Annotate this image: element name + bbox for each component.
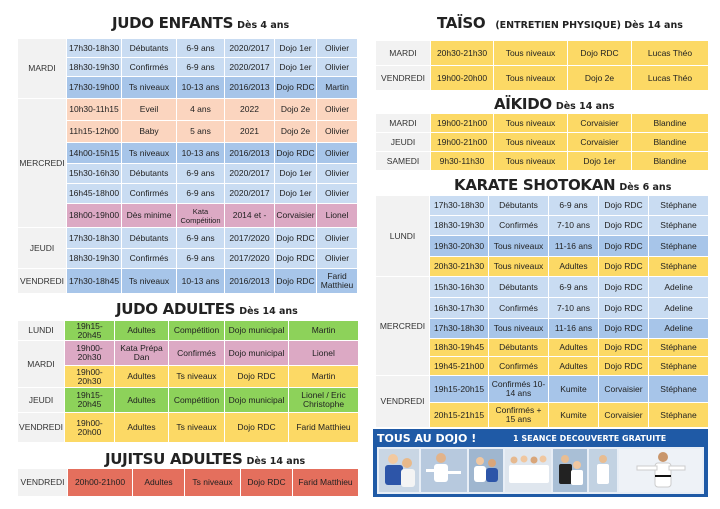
cell-level: Confirmés + 15 ans — [489, 403, 549, 428]
cell-level: Tous niveaux — [489, 257, 549, 277]
cell-years: 2017/2020 — [225, 249, 275, 269]
table-row — [18, 58, 358, 77]
cell-time: 10h30-11h15 — [67, 99, 122, 121]
table-row — [376, 41, 709, 66]
cell-teacher: Stéphane — [649, 403, 709, 428]
cell-place: Dojo RDC — [599, 319, 649, 339]
aikido-table — [375, 113, 709, 171]
cell-place: Dojo RDC — [599, 298, 649, 319]
day-label: VENDREDI — [376, 376, 430, 428]
karate-age: Dès 6 ans — [619, 182, 672, 193]
cell-level: Ts niveaux — [185, 469, 241, 497]
jujitsu-heading: JUJITSU ADULTES — [105, 450, 243, 468]
cell-public: Adultes — [115, 413, 169, 443]
cell-age: 4 ans — [177, 99, 225, 121]
cell-age: 11-16 ans — [549, 236, 599, 257]
cell-age: 6-9 ans — [177, 58, 225, 77]
cell-teacher: Lionel — [317, 204, 358, 228]
table-row — [18, 249, 358, 269]
cell-level: Ts niveaux — [122, 143, 177, 164]
cell-level: Confirmés 10-14 ans — [489, 376, 549, 403]
aikido-age: Dès 14 ans — [555, 101, 615, 112]
karate-heading: KARATE SHOTOKAN — [454, 176, 616, 194]
cell-level: Confirmés — [122, 184, 177, 204]
cell-teacher: Martin — [317, 77, 358, 99]
karateka-photo — [619, 449, 702, 492]
judo-enfants-table — [17, 38, 358, 294]
day-label: MERCREDI — [18, 99, 67, 228]
cell-level: Débutants — [122, 39, 177, 58]
cell-time: 19h00-20h00 — [431, 66, 494, 91]
table-row — [18, 341, 359, 366]
cell-place: Dojo municipal — [225, 388, 289, 413]
cell-place: Dojo 1er — [275, 39, 317, 58]
cell-place: Dojo 1er — [275, 184, 317, 204]
day-label: MARDI — [376, 41, 431, 66]
cell-time: 18h30-19h30 — [67, 249, 122, 269]
cell-level: Ts niveaux — [122, 269, 177, 294]
cell-level: Tous niveaux — [489, 236, 549, 257]
day-label: LUNDI — [376, 196, 430, 277]
table-row — [376, 152, 709, 171]
cell-place: Dojo 1er — [275, 164, 317, 184]
cell-teacher: Lucas Théo — [632, 41, 709, 66]
cell-years: 2020/2017 — [225, 58, 275, 77]
cell-time: 15h30-16h30 — [67, 164, 122, 184]
aikido-photo — [553, 449, 587, 492]
cell-place: Dojo RDC — [241, 469, 293, 497]
cell-age: 10-13 ans — [177, 77, 225, 99]
photo-strip — [377, 447, 704, 494]
cell-time: 17h30-19h00 — [67, 77, 122, 99]
cell-age: 6-9 ans — [177, 249, 225, 269]
cell-teacher: Martin — [289, 321, 359, 341]
day-label: VENDREDI — [18, 413, 65, 443]
table-row — [18, 184, 358, 204]
day-label: JEUDI — [18, 388, 65, 413]
cell-place: Dojo RDC — [275, 269, 317, 294]
cell-teacher: Farid Matthieu — [289, 413, 359, 443]
cell-years: 2020/2017 — [225, 184, 275, 204]
cell-time: 19h00-21h00 — [431, 114, 494, 133]
cell-level: Compétition — [169, 388, 225, 413]
cell-years: 2021 — [225, 121, 275, 143]
cell-age: 7-10 ans — [549, 216, 599, 236]
judo-adultes-heading: JUDO ADULTES — [116, 300, 236, 318]
day-label: VENDREDI — [376, 66, 431, 91]
judo-adultes-title — [116, 300, 298, 319]
table-row — [376, 277, 709, 298]
cell-place: Corvaisier — [275, 204, 317, 228]
cell-time: 20h30-21h30 — [430, 257, 489, 277]
cell-level: Confirmés — [122, 58, 177, 77]
cell-place: Dojo RDC — [568, 41, 632, 66]
cell-time: 19h00-20h30 — [65, 341, 115, 366]
table-row — [18, 77, 358, 99]
cell-level: Débutants — [489, 339, 549, 357]
table-row — [18, 228, 358, 249]
cell-time: 18h30-19h30 — [430, 216, 489, 236]
cell-level: Ts niveaux — [122, 77, 177, 99]
children-photo — [469, 449, 503, 492]
banner-offer: 1 SEANCE DECOUVERTE GRATUITE — [513, 434, 667, 443]
jujitsu-table — [17, 468, 359, 497]
cell-time: 17h30-18h30 — [430, 319, 489, 339]
cell-teacher: Lionel / Eric Christophe — [289, 388, 359, 413]
cell-teacher: Olivier — [317, 184, 358, 204]
karate-title — [454, 176, 671, 195]
promo-banner — [373, 429, 708, 497]
cell-place: Dojo RDC — [599, 339, 649, 357]
cell-teacher: Stéphane — [649, 257, 709, 277]
kata-photo — [589, 449, 617, 492]
karate-photo — [421, 449, 467, 492]
table-row — [18, 204, 358, 228]
table-row — [18, 388, 359, 413]
day-label: SAMEDI — [376, 152, 431, 171]
day-label: VENDREDI — [18, 469, 68, 497]
cell-level: Dès minime — [122, 204, 177, 228]
jujitsu-title — [105, 450, 305, 469]
cell-style: Kumite — [549, 403, 599, 428]
jujitsu-age: Dès 14 ans — [246, 456, 306, 467]
cell-place: Dojo 1er — [275, 58, 317, 77]
cell-time: 19h00-20h00 — [65, 413, 115, 443]
cell-place: Dojo RDC — [599, 277, 649, 298]
day-label: VENDREDI — [18, 269, 67, 294]
table-row — [18, 366, 359, 388]
cell-place: Dojo municipal — [225, 341, 289, 366]
cell-age: Kata Compétition — [177, 204, 225, 228]
cell-time: 17h30-18h30 — [430, 196, 489, 216]
day-label: MARDI — [376, 114, 431, 133]
cell-age: 6-9 ans — [177, 228, 225, 249]
cell-place: Dojo RDC — [275, 228, 317, 249]
cell-public: Adultes — [133, 469, 185, 497]
cell-teacher: Adeline — [649, 319, 709, 339]
table-row — [18, 99, 358, 121]
cell-level: Tous niveaux — [494, 114, 568, 133]
cell-years: 2014 et - — [225, 204, 275, 228]
cell-teacher: Farid Matthieu — [293, 469, 359, 497]
table-row — [18, 39, 358, 58]
cell-time: 17h30-18h30 — [67, 228, 122, 249]
table-row — [18, 321, 359, 341]
day-label: JEUDI — [376, 133, 431, 152]
cell-teacher: Martin — [289, 366, 359, 388]
cell-time: 18h00-19h00 — [67, 204, 122, 228]
cell-level: Ts niveaux — [169, 366, 225, 388]
cell-level: Confirmés — [489, 216, 549, 236]
cell-teacher: Olivier — [317, 143, 358, 164]
cell-public: Adultes — [115, 388, 169, 413]
judo-adultes-table — [17, 320, 359, 443]
cell-years: 2020/2017 — [225, 164, 275, 184]
cell-level: Confirmés — [489, 357, 549, 376]
table-row — [18, 164, 358, 184]
cell-teacher: Lionel — [289, 341, 359, 366]
cell-age: Adultes — [549, 257, 599, 277]
table-row — [376, 376, 709, 403]
taiso-heading: TAÏSO — [437, 14, 486, 32]
cell-place: Dojo RDC — [599, 257, 649, 277]
cell-time: 19h45-21h00 — [430, 357, 489, 376]
day-label: JEUDI — [18, 228, 67, 269]
cell-years: 2016/2013 — [225, 77, 275, 99]
cell-place: Dojo municipal — [225, 321, 289, 341]
day-label: LUNDI — [18, 321, 65, 341]
cell-time: 17h30-18h30 — [67, 39, 122, 58]
cell-years: 2020/2017 — [225, 39, 275, 58]
cell-place: Dojo RDC — [599, 196, 649, 216]
cell-place: Dojo RDC — [599, 357, 649, 376]
cell-time: 19h15-20h45 — [65, 321, 115, 341]
table-row — [18, 143, 358, 164]
aikido-heading: AÏKIDO — [494, 95, 552, 113]
banner-slogan: TOUS AU DOJO ! — [377, 432, 477, 445]
cell-teacher: Stéphane — [649, 216, 709, 236]
cell-place: Dojo 1er — [568, 152, 632, 171]
cell-age: 5 ans — [177, 121, 225, 143]
cell-place: Dojo 2e — [275, 121, 317, 143]
cell-time: 16h30-17h30 — [430, 298, 489, 319]
cell-teacher: Blandine — [632, 133, 709, 152]
cell-public: Adultes — [115, 321, 169, 341]
cell-teacher: Olivier — [317, 99, 358, 121]
cell-time: 18h30-19h30 — [67, 58, 122, 77]
cell-teacher: Stéphane — [649, 236, 709, 257]
cell-time: 19h00-20h30 — [65, 366, 115, 388]
cell-age: Adultes — [549, 357, 599, 376]
cell-level: Baby — [122, 121, 177, 143]
table-row — [18, 413, 359, 443]
judo-adultes-age: Dès 14 ans — [239, 306, 298, 317]
table-row — [18, 269, 358, 294]
cell-level: Confirmés — [169, 341, 225, 366]
cell-style: Kumite — [549, 376, 599, 403]
taiso-title — [437, 14, 683, 33]
cell-level: Débutants — [122, 164, 177, 184]
judo-enfants-title — [112, 14, 289, 33]
cell-place: Corvaisier — [568, 133, 632, 152]
cell-teacher: Olivier — [317, 121, 358, 143]
cell-place: Dojo RDC — [275, 249, 317, 269]
cell-teacher: Olivier — [317, 39, 358, 58]
cell-level: Eveil — [122, 99, 177, 121]
cell-place: Dojo RDC — [275, 143, 317, 164]
cell-level: Confirmés — [489, 298, 549, 319]
cell-teacher: Stéphane — [649, 339, 709, 357]
cell-level: Tous niveaux — [494, 66, 568, 91]
cell-teacher: Blandine — [632, 114, 709, 133]
cell-time: 17h30-18h45 — [67, 269, 122, 294]
cell-years: 2022 — [225, 99, 275, 121]
cell-teacher: Olivier — [317, 228, 358, 249]
table-row — [376, 114, 709, 133]
cell-time: 9h30-11h30 — [431, 152, 494, 171]
cell-place: Dojo RDC — [599, 216, 649, 236]
cell-time: 20h30-21h30 — [431, 41, 494, 66]
table-row — [376, 66, 709, 91]
judo-photo — [379, 449, 419, 492]
cell-years: 2017/2020 — [225, 228, 275, 249]
cell-age: Adultes — [549, 339, 599, 357]
cell-teacher: Farid Matthieu — [317, 269, 358, 294]
cell-place: Dojo RDC — [225, 413, 289, 443]
karate-table — [375, 195, 709, 428]
cell-place: Dojo 2e — [275, 99, 317, 121]
cell-place: Corvaisier — [599, 376, 649, 403]
cell-place: Corvaisier — [599, 403, 649, 428]
cell-age: 10-13 ans — [177, 269, 225, 294]
table-row — [18, 469, 359, 497]
cell-age: 7-10 ans — [549, 298, 599, 319]
cell-age: 6-9 ans — [177, 184, 225, 204]
table-row — [18, 121, 358, 143]
cell-time: 16h45-18h00 — [67, 184, 122, 204]
cell-time: 20h00-21h00 — [68, 469, 133, 497]
group-photo — [505, 449, 551, 492]
cell-age: 6-9 ans — [177, 39, 225, 58]
cell-teacher: Olivier — [317, 249, 358, 269]
cell-years: 2016/2013 — [225, 143, 275, 164]
cell-public: Kata Prépa Dan — [115, 341, 169, 366]
cell-place: Corvaisier — [568, 114, 632, 133]
cell-level: Débutants — [489, 277, 549, 298]
cell-time: 15h30-16h30 — [430, 277, 489, 298]
cell-level: Tous niveaux — [494, 152, 568, 171]
cell-teacher: Lucas Théo — [632, 66, 709, 91]
taiso-subtitle: (ENTRETIEN PHYSIQUE) Dès 14 ans — [495, 20, 683, 31]
cell-level: Ts niveaux — [169, 413, 225, 443]
cell-place: Dojo RDC — [225, 366, 289, 388]
cell-level: Débutants — [489, 196, 549, 216]
cell-time: 19h15-20h45 — [65, 388, 115, 413]
cell-years: 2016/2013 — [225, 269, 275, 294]
judo-enfants-heading: JUDO ENFANTS — [112, 14, 234, 32]
judo-enfants-age: Dès 4 ans — [237, 20, 290, 31]
cell-age: 6-9 ans — [549, 196, 599, 216]
cell-teacher: Stéphane — [649, 196, 709, 216]
cell-public: Adultes — [115, 366, 169, 388]
cell-place: Dojo RDC — [275, 77, 317, 99]
day-label: MERCREDI — [376, 277, 430, 376]
aikido-title — [494, 95, 614, 114]
cell-teacher: Blandine — [632, 152, 709, 171]
table-row — [376, 133, 709, 152]
cell-place: Dojo RDC — [599, 236, 649, 257]
cell-teacher: Adeline — [649, 277, 709, 298]
cell-time: 19h30-20h30 — [430, 236, 489, 257]
cell-level: Tous niveaux — [489, 319, 549, 339]
cell-teacher: Stéphane — [649, 357, 709, 376]
cell-teacher: Adeline — [649, 298, 709, 319]
cell-time: 18h30-19h45 — [430, 339, 489, 357]
cell-level: Débutants — [122, 228, 177, 249]
cell-time: 11h15-12h00 — [67, 121, 122, 143]
cell-level: Confirmés — [122, 249, 177, 269]
cell-place: Dojo 2e — [568, 66, 632, 91]
cell-time: 20h15-21h15 — [430, 403, 489, 428]
cell-time: 19h15-20h15 — [430, 376, 489, 403]
cell-time: 19h00-21h00 — [431, 133, 494, 152]
cell-teacher: Olivier — [317, 58, 358, 77]
day-label: MARDI — [18, 39, 67, 99]
cell-level: Tous niveaux — [494, 41, 568, 66]
cell-teacher: Olivier — [317, 164, 358, 184]
taiso-table — [375, 40, 709, 91]
cell-teacher: Stéphane — [649, 376, 709, 403]
table-row — [376, 196, 709, 216]
cell-time: 14h00-15h15 — [67, 143, 122, 164]
cell-level: Compétition — [169, 321, 225, 341]
cell-level: Tous niveaux — [494, 133, 568, 152]
cell-age: 6-9 ans — [549, 277, 599, 298]
cell-age: 11-16 ans — [549, 319, 599, 339]
cell-age: 6-9 ans — [177, 164, 225, 184]
day-label: MARDI — [18, 341, 65, 388]
cell-age: 10-13 ans — [177, 143, 225, 164]
